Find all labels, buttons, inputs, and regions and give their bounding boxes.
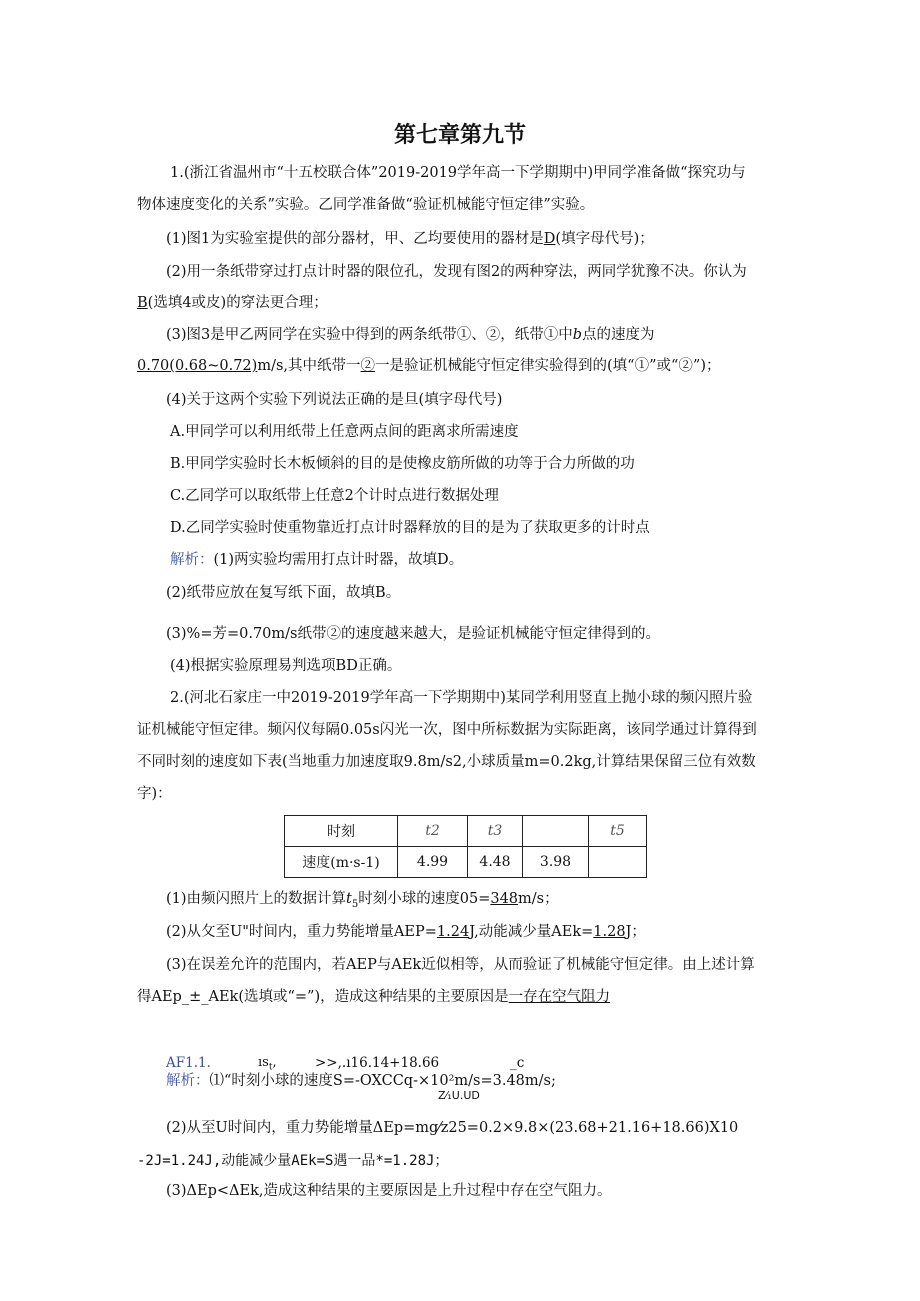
q2-formula-denominator: Z⁄₁U.UD xyxy=(438,1089,480,1102)
q2-part-2-text-2: J,动能减少量AEk= xyxy=(469,924,594,940)
q2-part-1-time: t xyxy=(346,891,352,907)
q1-part-1-answer: D xyxy=(543,231,556,247)
q1-stem-line-1: 1.(浙江省温州市“十五校联合体”2019-2019学年高一下学期期中)甲同学准备做“探究功与 xyxy=(170,165,746,181)
q1-analysis-line-4: (4)根据实验原理易判选项BD正确。 xyxy=(170,658,402,674)
q1-part-2-line-1: (2)用一条纸带穿过打点计时器的限位孔，发现有图2的两种穿法，两同学犹豫不决。你认为 xyxy=(166,264,747,280)
table-header-cell: t5 xyxy=(589,816,647,847)
q1-analysis-line-3: (3)%=芳=0.70m/s纸带②的速度越来越大，是验证机械能守恒定律得到的。 xyxy=(166,626,660,642)
q2-part-1-text-2: 时刻小球的速度05= xyxy=(358,891,491,907)
table-cell: 4.48 xyxy=(468,847,523,878)
q1-part-2-line-2 xyxy=(137,293,328,313)
q2-part-3-line-2 xyxy=(137,987,610,1007)
q2-stem-line-2: 证机械能守恒定律。频闪仪每隔0.05s闪光一次，图中所标数据为实际距离，该同学通过计算得到 xyxy=(137,722,757,738)
q1-part-2-answer: B xyxy=(137,295,148,311)
q1-part-4: (4)关于这两个实验下列说法正确的是旦(填字母代号) xyxy=(166,392,503,408)
table-cell: 3.98 xyxy=(523,847,589,878)
q1-part-3-answer-1: 0.70(0.68~0.72) xyxy=(137,358,258,374)
q1-option-d: D.乙同学实验时使重物靠近打点计时器释放的目的是为了获取更多的计时点 xyxy=(170,520,650,536)
q2-analysis-line-2: (2)从至U时间内，重力势能增量ΔEp=mg⁄z25=0.2×9.8×(23.68+21.16+18.66)X10 xyxy=(166,1120,739,1136)
q1-option-a: A.甲同学可以利用纸带上任意两点间的距离求所需速度 xyxy=(170,424,519,440)
table-cell: 速度(m·s-1) xyxy=(285,847,398,878)
q2-analysis-line-1 xyxy=(166,1071,556,1091)
q1-part-3-text-4: 一是验证机械能守恒定律实验得到的(填“①”或“②”)； xyxy=(375,358,721,374)
q2-formula-s-sub: t xyxy=(268,1062,273,1073)
q1-analysis-line-1 xyxy=(170,550,463,570)
q1-part-1-tail: (填字母代号)； xyxy=(555,231,654,247)
q2-analysis-line-3: (3)ΔEp<ΔEk,造成这种结果的主要原因是上升过程中存在空气阻力。 xyxy=(166,1183,612,1199)
q1-part-3-text-3: m/s,其中纸带一 xyxy=(257,358,361,374)
q2-stem-line-3: 不同时刻的速度如下表(当地重力加速度取9.8m/s2,小球质量m=0.2kg,计算结果保留三位有效数 xyxy=(137,754,756,770)
q2-formula-comma: , xyxy=(272,1055,277,1070)
table-header-cell: t3 xyxy=(468,816,523,847)
q1-part-2-tail: (选填4或皮)的穿法更合理； xyxy=(147,295,328,311)
q2-part-1-answer: 348 xyxy=(490,891,519,907)
q2-formula-s: ıs xyxy=(258,1055,269,1070)
q1-option-c: C.乙同学可以取纸带上任意2个计时点进行数据处理 xyxy=(170,488,499,504)
q2-part-2-answer-1: 1.24 xyxy=(436,924,470,940)
table-header-cell: t2 xyxy=(398,816,468,847)
q2-analysis-label: 解析： xyxy=(166,1073,210,1089)
q1-part-1 xyxy=(166,229,654,249)
q2-formula-c: _c xyxy=(510,1055,525,1071)
q1-analysis-label: 解析： xyxy=(170,552,214,568)
q2-part-3-answer: 一存在空气阻力 xyxy=(508,989,611,1005)
q2-part-1-unit: m/s； xyxy=(518,891,559,907)
table-header-cell: 时刻 xyxy=(285,816,398,847)
q1-part-3-text: (3)图3是甲乙两同学在实验中得到的两条纸带①、②，纸带①中 xyxy=(166,327,573,343)
page-title: 第七章第九节 xyxy=(393,123,526,148)
table-cell: 4.99 xyxy=(398,847,468,878)
q2-formula-numerator: >>,.ı16.14+18.66 xyxy=(315,1055,440,1071)
q2-part-2-text: (2)从攵至U"时间内，重力势能增量AEP= xyxy=(166,924,437,940)
q1-stem-line-2: 物体速度变化的关系”实验。乙同学准备做“验证机械能守恒定律”实验。 xyxy=(137,197,595,213)
q2-part-1-text: (1)由频闪照片上的数据计算 xyxy=(166,891,347,907)
q2-part-1 xyxy=(166,889,559,915)
q1-analysis-text-1: (1)两实验均需用打点计时器，故填D。 xyxy=(213,552,464,568)
q2-part-2-unit: J； xyxy=(625,924,646,940)
q2-part-2 xyxy=(166,922,646,942)
table-header-row xyxy=(285,816,647,847)
table-header-cell xyxy=(523,816,589,847)
q1-part-3-text-2: 点的速度为 xyxy=(582,327,655,343)
table-cell xyxy=(589,847,647,878)
q1-part-1-text: (1)图1为实验室提供的部分器材，甲、乙均要使用的器材是 xyxy=(166,231,544,247)
q2-part-3-text: 得AEp_±_AEk(选填或“=”)，造成这种结果的主要原因是 xyxy=(137,989,509,1005)
q2-part-1-time-sub: 5 xyxy=(351,898,359,910)
q2-part-2-answer-2: 1.28 xyxy=(593,924,626,940)
q2-analysis-text-1: ⑴“时刻小球的速度S=-OXCCq-×10²m/s=3.48m/s; xyxy=(209,1073,556,1089)
q1-part-3-line-1 xyxy=(166,325,655,345)
table-row xyxy=(285,847,647,878)
q1-option-b: B.甲同学实验时长木板倾斜的目的是使橡皮筋所做的功等于合力所做的功 xyxy=(170,456,635,472)
q2-formula-fragment: AF1.1. xyxy=(166,1055,211,1071)
q1-analysis-line-2: (2)纸带应放在复写纸下面，故填B。 xyxy=(166,585,401,601)
q1-part-3-point: b xyxy=(572,327,583,343)
q1-part-3-answer-2: ② xyxy=(360,358,376,374)
velocity-table xyxy=(284,815,647,878)
q2-part-3-line-1: (3)在误差允许的范围内，若AEP与AEk近似相等，从而验证了机械能守恒定律。由上述计算 xyxy=(166,957,755,973)
q2-stem-line-1: 2.(河北石家庄一中2019-2019学年高一下学期期中)某同学利用竖直上抛小球的频闪照片验 xyxy=(170,690,753,706)
q2-analysis-line-2-cont: -2J=1.24J,动能减少量AEk=S遇一品*=1.28J； xyxy=(137,1153,449,1169)
q2-stem-line-4: 字)： xyxy=(137,786,172,802)
q1-part-3-line-2 xyxy=(137,356,720,376)
